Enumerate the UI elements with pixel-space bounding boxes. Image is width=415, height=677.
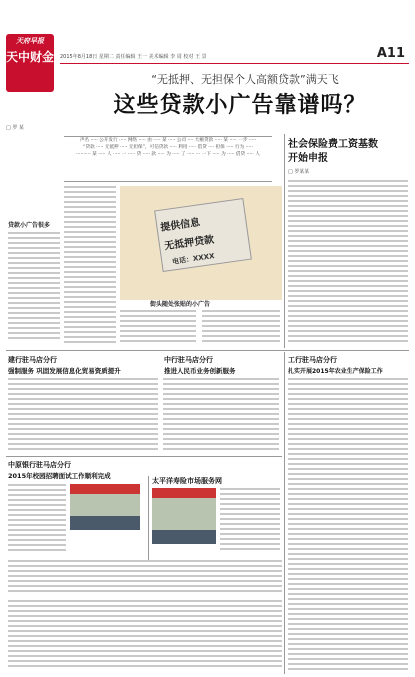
bottom-head: 中行驻马店分行 bbox=[164, 356, 213, 364]
ad-sign-line: 无抵押贷款 bbox=[163, 234, 215, 253]
bottom-head: 工行驻马店分行 bbox=[288, 356, 337, 364]
page-number: A11 bbox=[376, 46, 405, 61]
photo-banner bbox=[152, 488, 216, 498]
column-divider bbox=[148, 476, 149, 560]
bottom-body-5 bbox=[220, 488, 280, 558]
article-column-4 bbox=[202, 310, 280, 346]
bottom-head: 扎实开展2015年农业生产保险工作 bbox=[288, 368, 383, 375]
side-article-author: □ 罗某某 bbox=[288, 169, 310, 175]
section-divider bbox=[6, 456, 282, 457]
photo-crowd bbox=[70, 516, 140, 530]
header-rule bbox=[60, 63, 409, 64]
section-name: 天中财金 bbox=[6, 50, 55, 64]
byline: □ 罗 某 bbox=[6, 125, 24, 131]
column-divider bbox=[284, 352, 285, 674]
side-title-line: 社会保险费工资基数 bbox=[288, 139, 378, 150]
article-photo bbox=[120, 186, 282, 300]
event-photo bbox=[152, 488, 216, 544]
bottom-head: 2015年校园招聘面试工作顺利完成 bbox=[8, 472, 111, 480]
side-article-title bbox=[288, 138, 378, 166]
section-divider bbox=[6, 350, 409, 351]
article-column-1 bbox=[8, 232, 60, 346]
lead-line: “贷款 ····· 无抵押 ····· 无担保”，可信贷款 ····· 利用 ····· 借贷 ···· 担保 ····· 行为 ····· bbox=[83, 145, 253, 150]
photo-crowd bbox=[152, 530, 216, 544]
ad-sign-line: 电话：XXXX bbox=[171, 252, 215, 266]
article-kicker: “无抵押、无担保个人高额贷款”满天飞 bbox=[151, 73, 339, 86]
article-column-2 bbox=[64, 186, 116, 346]
lead-line: ·········· 某 ····· 人 ····· 一 ····· 贷 ····· 款 ····· 为 ····· 了 ····· ··· 一下 ····· 为 ····· 借贷 ····· 人 bbox=[76, 152, 260, 157]
event-photo bbox=[70, 484, 140, 530]
ad-sign-line: 提供信息 bbox=[159, 217, 201, 234]
bottom-body-4 bbox=[8, 484, 66, 556]
photo-banner bbox=[70, 484, 140, 494]
side-title-line: 开始申报 bbox=[288, 153, 328, 164]
bottom-head: 太平洋寿险市场服务网 bbox=[152, 477, 222, 485]
newspaper-name: 天府早报 bbox=[16, 37, 44, 45]
article-column-3 bbox=[120, 310, 196, 346]
bottom-head: 中原银行驻马店分行 bbox=[8, 461, 71, 469]
bottom-head: 推进人民币业务创新服务 bbox=[164, 367, 236, 375]
bottom-body-1 bbox=[8, 378, 158, 454]
bottom-head: 强制服务 巩固发展信息化贸易资质提升 bbox=[8, 367, 121, 375]
lead-line: 声名 ····· 公开发行 ····· 网络 ····· 由 ····· 某 ····· 公司 ···· 大额贷款 ····· 某 ····· 一步 ····· bbox=[79, 138, 257, 143]
bottom-body-1b bbox=[163, 378, 279, 454]
side-article-body bbox=[288, 180, 408, 346]
article-headline: 这些贷款小广告靠谱吗？ bbox=[113, 93, 367, 118]
date-line: 2015年8月18日 星期二 责任编辑 王一 美术编辑 李 周 校对 王 景 bbox=[60, 54, 207, 60]
bottom-body-6 bbox=[8, 600, 282, 672]
photo-caption: 街头随处张贴的小广告 bbox=[150, 301, 211, 308]
column-divider bbox=[284, 134, 285, 348]
bottom-body-4b bbox=[8, 560, 282, 596]
bottom-body-3 bbox=[288, 378, 408, 674]
sub-heading: 贷款小广告很多 bbox=[8, 222, 51, 229]
lead-box bbox=[64, 136, 272, 182]
bottom-head: 建行驻马店分行 bbox=[8, 356, 57, 364]
